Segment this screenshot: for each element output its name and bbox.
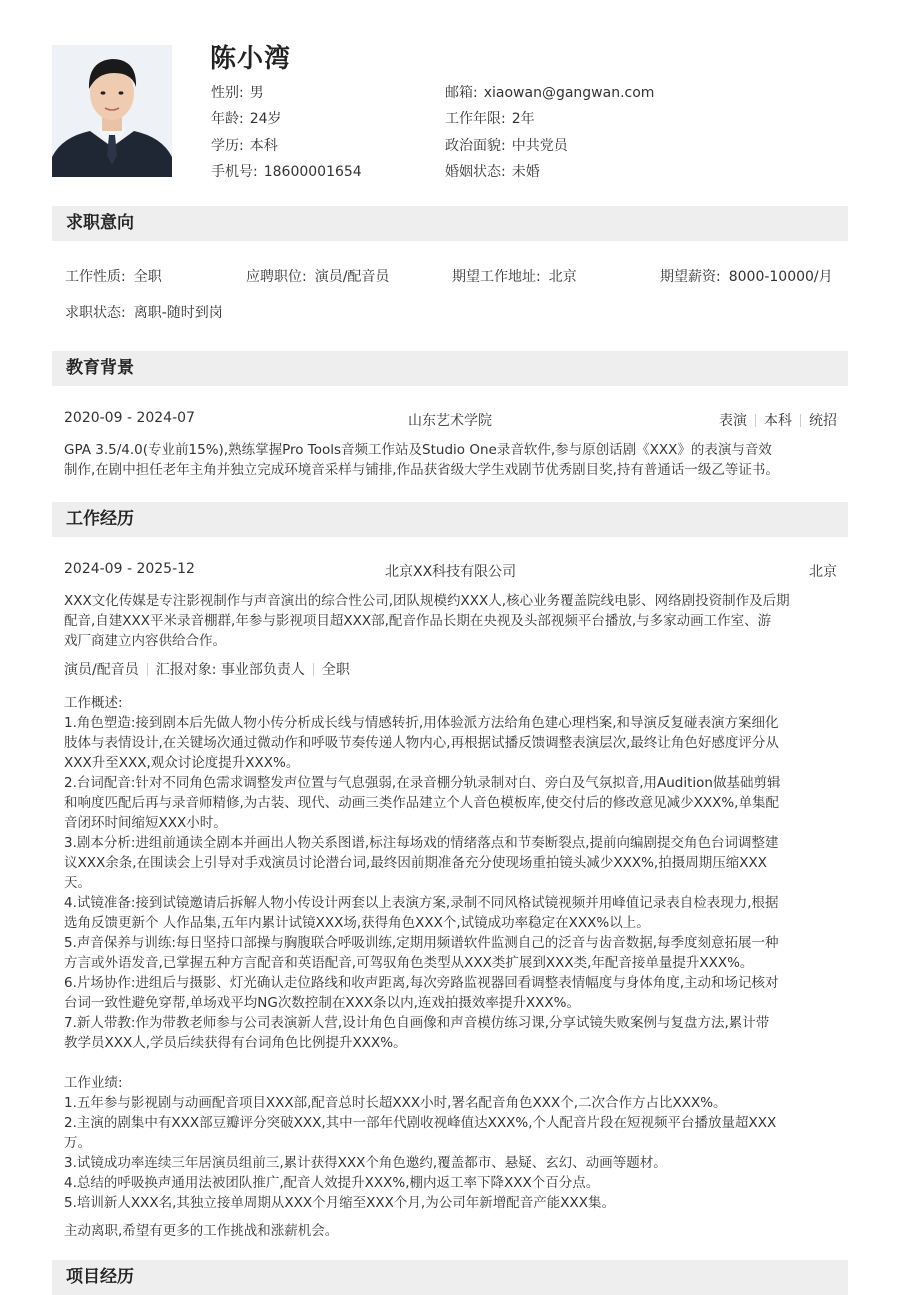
- education-degree-tag: 本科: [764, 413, 792, 429]
- gender-field: 性别: 男: [211, 85, 264, 101]
- education-field: 学历: 本科: [211, 137, 278, 154]
- phone-field: 手机号: 18600001654: [211, 163, 362, 180]
- intent-location: 期望工作地址: 北京: [452, 269, 577, 285]
- job-type-tag: 全职: [321, 662, 350, 678]
- section-header-education: [52, 351, 848, 386]
- divider: [313, 663, 314, 676]
- section-header-project: [52, 1260, 848, 1295]
- education-school: 山东艺术学院: [408, 413, 492, 429]
- work-company: 北京XX科技有限公司: [385, 564, 517, 580]
- email-field: 邮箱: xiaowan@gangwan.com: [445, 85, 655, 101]
- job-title-tag: 演员/配音员: [64, 662, 139, 678]
- divider: [800, 414, 801, 427]
- report-to-tag: 汇报对象: 事业部负责人: [155, 662, 305, 678]
- work-period: 2024-09 - 2025-12: [64, 561, 195, 577]
- intent-job-type: 工作性质: 全职: [65, 269, 162, 285]
- work-years-field: 工作年限: 2年: [445, 111, 535, 128]
- education-period: 2020-09 - 2024-07: [64, 410, 195, 426]
- work-details: 工作概述: 1.角色塑造:接到剧本后先做人物小传分析成长线与情感转折,用体验派方法给角色建心理档案,和导演反复碰表演方案细化 肢体与表情设计,在关键场次通过微动作和呼吸节奏传递人物内心,再根据试播反馈调整表演层次,最终让角色好感度评分从 XXX升至XXX,观众讨论度提升XXX%。 2.台词配音:针对不同角色需求调整发声位置与气息强弱,在录音棚分轨录制对白、旁白及气氛拟音,用Audition做基础剪辑 和响度匹配后再与录音师精修,为古装、现代、动画三类作品建立个人音色模板库,使交付后的修改意见减少XXX%,单集配 音闭环时间缩短XXX小时。 3.剧本分析:进组前通读全剧本并画出人物关系图谱,标注每场戏的情绪落点和节奏断裂点,提前向编剧提交角色台词调整建 议XXX余条,在围读会上引导对手戏演员讨论潜台词,最终因前期准备充分使现场重拍镜头减少XXX%,拍摄周期压缩XXX 天。 4.试镜准备:接到试镜邀请后拆解人物小传设计两套以上表演方案,录制不同风格试镜视频并用峰值记录表自检表现力,根据 选角反馈更新个 人作品集,五年内累计试镜XXX场,获得角色XXX个,试镜成功率稳定在XXX%以上。 5.声音保养与训练:每日坚持口部操与胸腹联合呼吸训练,定期用频谱软件监测自己的泛音与齿音数据,每季度刻意拓展一种 方言或外语发音,已掌握五种方言配音和英语配音,可驾驭角色类型从XXX类扩展到XXX类,年配音接单量提升XXX%。 6.片场协作:进组后与摄影、灯光确认走位路线和收声距离,每次旁路监视器回看调整表情幅度与身体角度,主动和场记核对 台词一致性避免穿帮,单场戏平均NG次数控制在XXX条以内,连戏拍摄效率提升XXX%。 7.新人带教:作为带教老师参与公司表演新人营,设计角色自画像和声音模仿练习课,分享试镜失败案例与复盘方法,累计带 教学员XXX人,学员后续获得有台词角色比例提升XXX%。 工作业绩: 1.五年参与影视剧与动画配音项目XXX部,配音总时长超XXX小时,署名配音角色XXX个,二次合作方占比XXX%。 2.主演的剧集中有XXX部豆瓣评分突破XXX,其中一部年代剧收视峰值达XXX%,个人配音片段在短视频平台播放量超XXX 万。 3.试镜成功率连续三年居演员组前三,累计获得XXX个角色邀约,覆盖都市、悬疑、玄幻、动画等题材。 4.总结的呼吸换声通用法被团队推广,配音人效提升XXX%,棚内返工率下降XXX个百分点。 5.培训新人XXX名,其独立接单周期从XXX个月缩至XXX个月,为公司年新增配音产能XXX集。: [64, 695, 781, 1211]
- intent-position: 应聘职位: 演员/配音员: [246, 269, 390, 285]
- job-tags: [64, 659, 350, 679]
- work-city: 北京: [809, 564, 837, 580]
- intent-status: 求职状态: 离职-随时到岗: [65, 305, 223, 321]
- education-enrollment-tag: 统招: [809, 413, 837, 429]
- divider: [147, 663, 148, 676]
- personal-info: [211, 80, 811, 185]
- section-title: 教育背景: [66, 358, 134, 378]
- leave-reason: 主动离职,希望有更多的工作挑战和涨薪机会。: [64, 1223, 339, 1239]
- education-major-tag: 表演: [719, 413, 747, 429]
- section-title: 项目经历: [66, 1267, 134, 1287]
- marital-status-field: 婚姻状态: 未婚: [445, 163, 540, 180]
- education-tags: [719, 410, 837, 430]
- age-field: 年龄: 24岁: [211, 111, 282, 128]
- section-header-work: [52, 502, 848, 537]
- avatar-photo: [52, 45, 172, 177]
- section-title: 求职意向: [66, 213, 134, 233]
- section-header-intent: [52, 206, 848, 241]
- education-description: GPA 3.5/4.0(专业前15%),熟练掌握Pro Tools音频工作站及Studio One录音软件,参与原创话剧《XXX》的表演与音效 制作,在剧中担任老年主角并独立完成环境音采样与铺排,作品获省级大学生戏剧节优秀剧目奖,持有普通话一级乙等证书。: [64, 442, 779, 478]
- section-title: 工作经历: [66, 509, 134, 529]
- intent-salary: 期望薪资: 8000-10000/月: [660, 269, 833, 285]
- divider: [755, 414, 756, 427]
- candidate-name: 陈小湾: [210, 44, 292, 74]
- company-intro: XXX文化传媒是专注影视制作与声音演出的综合性公司,团队规模约XXX人,核心业务覆盖院线电影、网络剧投资制作及后期 配音,自建XXX平米录音棚群,年参与影视项目超XXX部,配音作品长期在央视及头部视频平台播放,与多家动画工作室、游 戏厂商建立内容供给合作。: [64, 593, 790, 649]
- political-status-field: 政治面貌: 中共党员: [445, 137, 568, 154]
